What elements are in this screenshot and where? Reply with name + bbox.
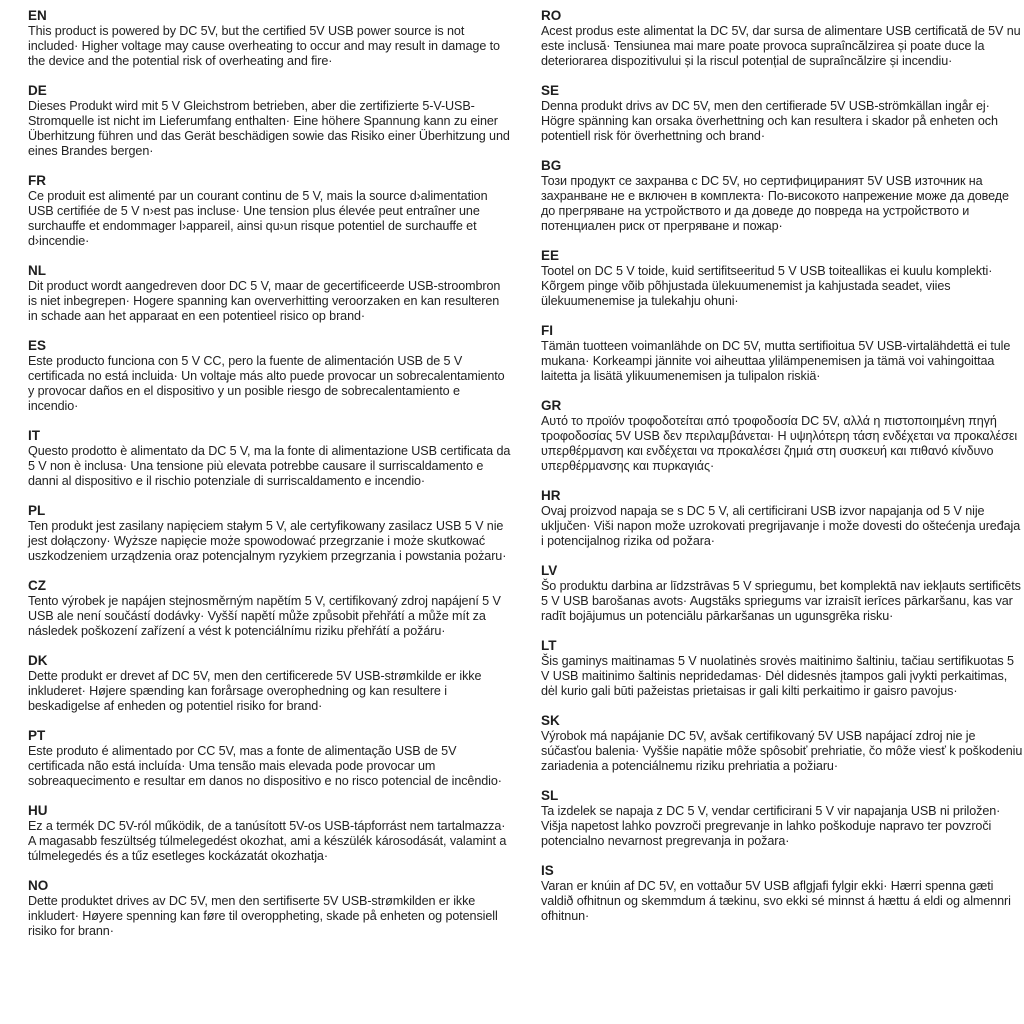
language-code-label: SL <box>541 788 559 803</box>
language-code-label: DK <box>28 653 48 668</box>
right-column <box>541 8 1024 1024</box>
language-section <box>28 653 511 714</box>
warning-text: Šis gaminys maitinamas 5 V nuolatinės srovės maitinimo šaltiniu, tačiau sertifikuotas 5 V USB maitinimo šaltinis nepridedamas· Dėl didesnės įtampos gali įvykti perkaitimas, dėl kurio gali būti pažeistas prietaisas ir gali kilti perkaitimo ir gaisro pavojus· <box>541 654 1014 698</box>
warning-text: Tootel on DC 5 V toide, kuid sertifitseeritud 5 V USB toiteallikas ei kuulu komplekti· Kõrgem pinge võib põhjustada ülekuumenemist ja kahjustada seadet, viies ülekuumenemise ja tulekahju ohuni· <box>541 264 993 308</box>
language-section <box>541 638 1024 699</box>
language-section <box>541 713 1024 774</box>
warning-text: Výrobok má napájanie DC 5V, avšak certifikovaný 5V USB napájací zdroj nie je súčasťou balenia· Vyššie napätie môže spôsobiť prehriatie, čo môže viesť k poškodeniu zariadenia a potenciálnemu riziku prehriatia a požiaru· <box>541 729 1023 773</box>
warning-text: Este producto funciona con 5 V CC, pero la fuente de alimentación USB de 5 V certificada no está incluida· Un voltaje más alto puede provocar un sobrecalentamiento y provocar daños en el dispositivo y un posible riesgo de sobrecalentamiento e incendio· <box>28 354 505 413</box>
warning-text: This product is powered by DC 5V, but the certified 5V USB power source is not included· Higher voltage may cause overheating to occur and may result in damage to the device and the potential risk of overheating and fire· <box>28 24 500 68</box>
language-code-label: HU <box>28 803 48 818</box>
language-section <box>541 488 1024 549</box>
language-section <box>28 8 511 69</box>
language-section <box>28 173 511 249</box>
warning-text: Varan er knúin af DC 5V, en vottaður 5V USB aflgjafi fylgir ekki· Hærri spenna gæti valdið ofhitnun og skemmdum á tækinu, svo ekki sé minnst á hættu á eldi og almennri ofhitnun· <box>541 879 1011 923</box>
warning-text: Αυτό το προϊόν τροφοδοτείται από τροφοδοσία DC 5V, αλλά η πιστοποιημένη πηγή τροφοδοσίας 5V USB δεν περιλαμβάνεται· Η υψηλότερη τάση ενδέχεται να προκαλέσει υπερθέρμανση και ενδέχεται να προκαλέσει ζημιά στη συσκευή και πιθανό κίνδυνο υπερθέρμανσης και πυρκαγιάς· <box>541 414 1018 473</box>
language-code-label: LT <box>541 638 557 653</box>
warning-text: Ovaj proizvod napaja se s DC 5 V, ali certificirani USB izvor napajanja od 5 V nije uključen· Viši napon može uzrokovati pregrijavanje i može dovesti do oštećenja uređaja i potencijalnog rizika od požara· <box>541 504 1021 548</box>
language-code-label: HR <box>541 488 561 503</box>
left-column <box>28 8 511 1024</box>
warning-text: Dette produkt er drevet af DC 5V, men den certificerede 5V USB-strømkilde er ikke inkluderet· Højere spænding kan forårsage overophedning og kan resultere i beskadigelse af enheden og potentiel risiko for brand· <box>28 669 482 713</box>
language-code-label: SE <box>541 83 560 98</box>
warning-text: Dit product wordt aangedreven door DC 5 V, maar de gecertificeerde USB-stroombron is niet inbegrepen· Hogere spanning kan oververhitting veroorzaken en kan resulteren in schade aan het apparaat en een potentieel risico op brand· <box>28 279 501 323</box>
language-code-label: NL <box>28 263 46 278</box>
language-code-label: BG <box>541 158 562 173</box>
warning-text: Tento výrobek je napájen stejnosměrným napětím 5 V, certifikovaný zdroj napájení 5 V USB ale není součástí dodávky· Vyšší napětí může způsobit přehřátí a může mít za následek poškození zařízení a vést k potenciálnímu riziku přehřátí a požáru· <box>28 594 501 638</box>
language-section <box>28 428 511 489</box>
language-code-label: SK <box>541 713 560 728</box>
language-section <box>541 248 1024 309</box>
warning-text: Ez a termék DC 5V-ról működik, de a tanúsított 5V-os USB-tápforrást nem tartalmazza· A magasabb feszültség túlmelegedést okozhat, ami a készülék károsodását, valamint a túlmelegedés és a tűz esetleges kockázatát okozhatja· <box>28 819 507 863</box>
warning-text: Questo prodotto è alimentato da DC 5 V, ma la fonte di alimentazione USB certificata da 5 V non è inclusa· Una tensione più elevata potrebbe causare il surriscaldamento e danni al dispositivo e il rischio potenziale di surriscaldamento e incendio· <box>28 444 511 488</box>
language-section <box>541 398 1024 474</box>
warning-text: Ta izdelek se napaja z DC 5 V, vendar certificirani 5 V vir napajanja USB ni priložen· Višja napetost lahko povzroči pregrevanje in lahko poškoduje napravo ter povzroči potencialno nevarnost pregrevanja in požara· <box>541 804 1001 848</box>
language-code-label: FR <box>28 173 46 188</box>
language-code-label: CZ <box>28 578 46 593</box>
language-code-label: NO <box>28 878 49 893</box>
warning-text: Este produto é alimentado por CC 5V, mas a fonte de alimentação USB de 5V certificada não está incluída· Uma tensão mais elevada pode provocar um sobreaquecimento e resultar em danos no dispositivo e no risco potencial de incêndio· <box>28 744 502 788</box>
warning-text: Dieses Produkt wird mit 5 V Gleichstrom betrieben, aber die zertifizierte 5-V-USB-Stromquelle ist nicht im Lieferumfang enthalten· Eine höhere Spannung kann zu einer Überhitzung führen und das Gerät beschädigen sowie das Risiko einer Überhitzung und eines Brandes bergen· <box>28 99 510 158</box>
warning-text: Ce produit est alimenté par un courant continu de 5 V, mais la source d›alimentation USB certifiée de 5 V n›est pas incluse· Une tension plus élevée peut entraîner une surchauffe et endommager l›appareil, ainsi qu›un risque potentiel de surchauffe et d›incendie· <box>28 189 488 248</box>
language-code-label: ES <box>28 338 47 353</box>
language-code-label: FI <box>541 323 553 338</box>
language-section <box>541 83 1024 144</box>
warning-text: Ten produkt jest zasilany napięciem stałym 5 V, ale certyfikowany zasilacz USB 5 V nie jest dołączony· Wyższe napięcie może spowodować przegrzanie i może skutkować uszkodzeniem urządzenia oraz potencjalnym ryzykiem przegrzania i powstania pożaru· <box>28 519 507 563</box>
language-section <box>28 803 511 864</box>
warning-text: Dette produktet drives av DC 5V, men den sertifiserte 5V USB-strømkilden er ikke inkludert· Høyere spenning kan føre til overoppheting, skade på enheten og potensiell risiko for brann· <box>28 894 498 938</box>
warning-text: Denna produkt drivs av DC 5V, men den certifierade 5V USB-strömkällan ingår ej· Högre spänning kan orsaka överhettning och kan resultera i skador på enheten och potentiell risk för överhettning och brand· <box>541 99 998 143</box>
language-section <box>28 263 511 324</box>
language-code-label: EE <box>541 248 560 263</box>
language-section <box>28 728 511 789</box>
language-code-label: IT <box>28 428 40 443</box>
language-section <box>541 863 1024 924</box>
warning-text: Този продукт се захранва с DC 5V, но сертифицираният 5V USB източник на захранване не е включен в комплекта· По-високото напрежение може да доведе до прегряване на устройството и да доведе до повреда на устройството и потенциален риск от прегряване и пожар· <box>541 174 1009 233</box>
warning-text: Acest produs este alimentat la DC 5V, dar sursa de alimentare USB certificată de 5V nu este inclusă· Tensiunea mai mare poate provoca supraîncălzirea și poate duce la deteriorarea dispozitivului și la riscul potențial de supraîncălzire și incendiu· <box>541 24 1021 68</box>
language-section <box>541 788 1024 849</box>
language-code-label: PL <box>28 503 46 518</box>
language-section <box>28 878 511 939</box>
language-section <box>28 83 511 159</box>
language-code-label: DE <box>28 83 47 98</box>
language-section <box>541 323 1024 384</box>
language-code-label: LV <box>541 563 558 578</box>
language-code-label: EN <box>28 8 47 23</box>
language-code-label: GR <box>541 398 562 413</box>
language-code-label: RO <box>541 8 562 23</box>
language-code-label: IS <box>541 863 554 878</box>
language-section <box>541 158 1024 234</box>
language-section <box>541 8 1024 69</box>
warning-text: Šo produktu darbina ar līdzstrāvas 5 V spriegumu, bet komplektā nav iekļauts sertificēts 5 V USB barošanas avots· Augstāks spriegums var izraisīt ierīces pārkaršanu, kas var radīt bojājumus un potenciālu pārkaršanas un ugunsgrēka risku· <box>541 579 1021 623</box>
language-section <box>28 578 511 639</box>
language-section <box>541 563 1024 624</box>
warning-text: Tämän tuotteen voimanlähde on DC 5V, mutta sertifioitua 5V USB-virtalähdettä ei tule mukana· Korkeampi jännite voi aiheuttaa ylilämpenemisen ja tämä voi vahingoittaa laitetta ja lisätä ylikuumenemisen ja tulipalon riskiä· <box>541 339 1011 383</box>
language-section <box>28 338 511 414</box>
language-section <box>28 503 511 564</box>
language-code-label: PT <box>28 728 46 743</box>
